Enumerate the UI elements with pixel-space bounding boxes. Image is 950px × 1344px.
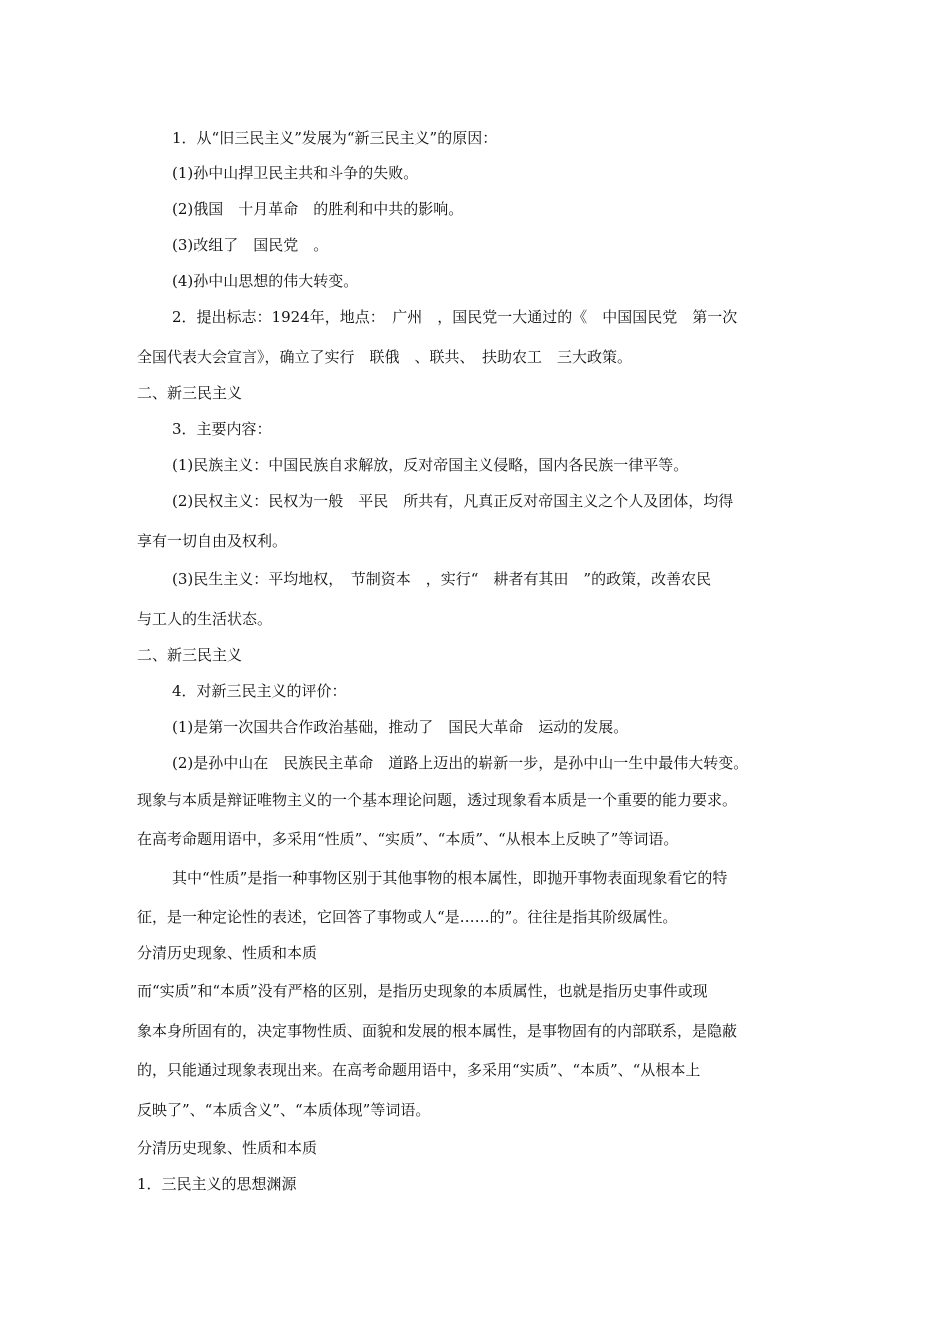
substance-paragraph-line-3: 的，只能通过现象表现出来。在高考命题用语中，多采用“实质”、“本质”、“从根本上	[137, 1061, 701, 1079]
substance-paragraph-line-4: 反映了”、“本质含义”、“本质体现”等词语。	[137, 1101, 431, 1119]
content-heading: 3．主要内容：	[172, 420, 272, 438]
evaluation-item-2: (2)是孙中山在 民族民主革命 道路上迈出的崭新一步，是孙中山一生中最伟大转变。	[172, 754, 749, 772]
essence-paragraph-line-2: 在高考命题用语中，多采用“性质”、“实质”、“本质”、“从根本上反映了”等词语。	[137, 830, 679, 848]
content-item-democracy-line-1: (2)民权主义：民权为一般 平民 所共有，凡真正反对帝国主义之个人及团体，均得	[172, 492, 734, 510]
cause-item-4: (4)孙中山思想的伟大转变。	[172, 272, 359, 290]
substance-paragraph-line-2: 象本身所固有的，决定事物性质、面貌和发展的根本属性，是事物固有的内部联系，是隐蔽	[137, 1022, 738, 1040]
symbol-paragraph-line-1: 2．提出标志：1924年，地点： 广州 ，国民党一大通过的《 中国国民党 第一次	[172, 308, 738, 326]
symbol-paragraph-line-2: 全国代表大会宣言》，确立了实行 联俄 、联共、 扶助农工 三大政策。	[137, 348, 633, 366]
nature-paragraph-line-2: 征，是一种定论性的表述，它回答了事物或人“是……的”。往往是指其阶级属性。	[137, 908, 678, 926]
evaluation-heading: 4．对新三民主义的评价：	[172, 682, 347, 700]
cause-item-1: (1)孙中山捍卫民主共和斗争的失败。	[172, 164, 419, 182]
origin-heading: 1．三民主义的思想渊源	[137, 1175, 297, 1193]
distinguish-heading: 分清历史现象、性质和本质	[137, 944, 318, 962]
section-heading-new-three-principles-2: 二、新三民主义	[137, 646, 243, 664]
content-item-livelihood-line-2: 与工人的生活状态。	[137, 610, 273, 628]
nature-paragraph-line-1: 其中“性质”是指一种事物区别于其他事物的根本属性，即抛开事物表面现象看它的特	[172, 869, 728, 887]
distinguish-heading-2: 分清历史现象、性质和本质	[137, 1139, 318, 1157]
substance-paragraph-line-1: 而“实质”和“本质”没有严格的区别，是指历史现象的本质属性，也就是指历史事件或现	[137, 982, 708, 1000]
cause-item-3: (3)改组了 国民党 。	[172, 236, 329, 254]
content-item-livelihood-line-1: (3)民生主义：平均地权， 节制资本 ，实行“ 耕者有其田 ”的政策，改善农民	[172, 570, 712, 588]
essence-paragraph-line-1: 现象与本质是辩证唯物主义的一个基本理论问题，透过现象看本质是一个重要的能力要求。	[137, 791, 738, 809]
section-heading-new-three-principles: 二、新三民主义	[137, 384, 243, 402]
content-item-nationalism: (1)民族主义：中国民族自求解放，反对帝国主义侵略，国内各民族一律平等。	[172, 456, 689, 474]
cause-heading: 1．从“旧三民主义”发展为“新三民主义”的原因：	[172, 129, 498, 147]
cause-item-2: (2)俄国 十月革命 的胜利和中共的影响。	[172, 200, 464, 218]
evaluation-item-1: (1)是第一次国共合作政治基础，推动了 国民大革命 运动的发展。	[172, 718, 629, 736]
content-item-democracy-line-2: 享有一切自由及权利。	[137, 532, 288, 550]
